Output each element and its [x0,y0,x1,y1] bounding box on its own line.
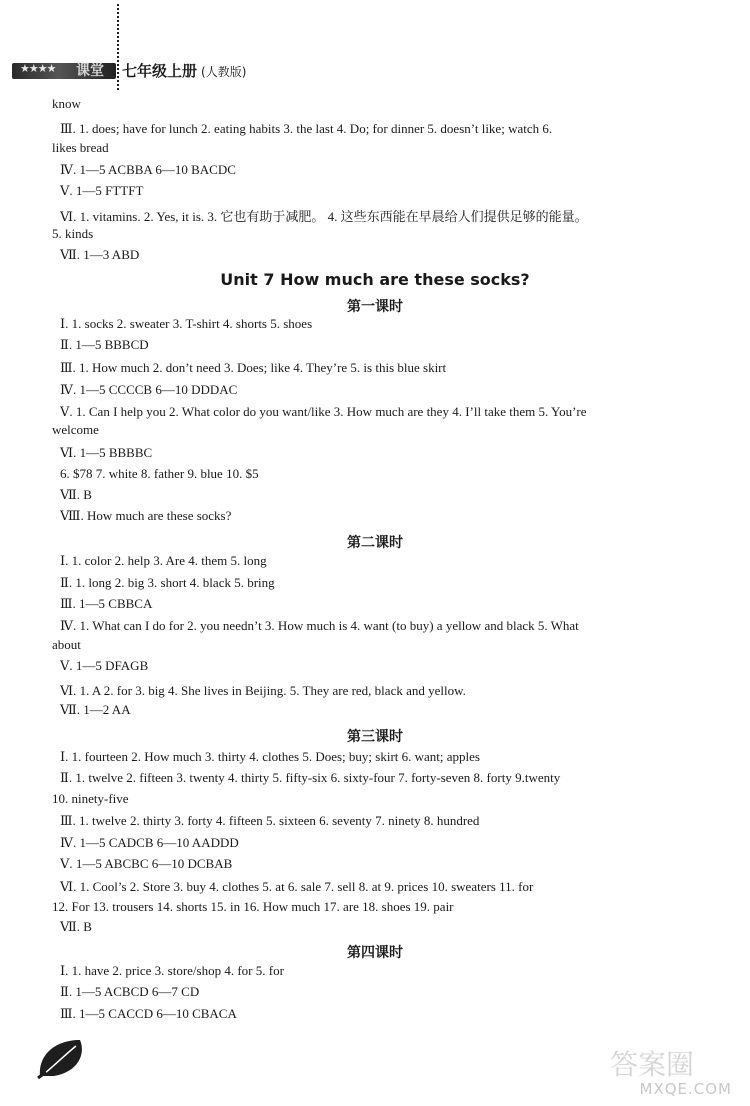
book-grade: 七年级上册 [122,62,198,80]
unit-title: Unit 7 How much are these socks? [220,270,530,289]
lesson-heading: 第一课时 [347,299,403,315]
answer-line: likes bread [52,140,109,155]
answer-line: 10. ninety-five [52,791,129,806]
answer-line: Ⅲ. 1. does; have for lunch 2. eating habits 3. the last 4. Do; for dinner 5. doesn’t like; watch 6. [60,121,553,136]
header-dotted-divider [117,4,119,90]
answer-line: Ⅱ. 1. long 2. big 3. short 4. black 5. bring [60,575,275,590]
answer-line: welcome [52,422,99,437]
answer-line: Ⅴ. 1—5 ABCBC 6—10 DCBAB [60,856,233,871]
lesson-heading: 第二课时 [347,535,403,551]
answer-line: Ⅶ. B [60,487,92,502]
answer-line: Ⅰ. 1. color 2. help 3. Are 4. them 5. long [60,553,267,568]
answer-line: Ⅴ. 1—5 FTTFT [60,183,144,198]
answer-line: Ⅶ. B [60,919,92,934]
answer-line: Ⅶ. 1—3 ABD [60,247,140,262]
answer-line: know [52,96,81,111]
answer-line: Ⅰ. 1. socks 2. sweater 3. T-shirt 4. shorts 5. shoes [60,316,313,331]
header-brand: 课堂 [76,63,104,79]
answer-line: 6. $78 7. white 8. father 9. blue 10. $5 [60,466,259,481]
answer-line: Ⅲ. 1—5 CBBCA [60,596,153,611]
answer-line: Ⅵ. 1. A 2. for 3. big 4. She lives in Beijing. 5. They are red, black and yellow. [60,683,466,698]
book-title [122,60,246,81]
answer-line: Ⅵ. 1—5 BBBBC [60,445,153,460]
leaf-icon [36,1036,92,1080]
answer-line: 12. For 13. trousers 14. shorts 15. in 16. How much 17. are 18. shoes 19. pair [52,899,454,914]
answer-line: Ⅴ. 1—5 DFAGB [60,658,149,673]
answer-line: Ⅶ. 1—2 AA [60,702,131,717]
answer-line: Ⅳ. 1—5 CADCB 6—10 AADDD [60,835,239,850]
answer-line: about [52,637,81,652]
lesson-heading: 第四课时 [347,945,403,961]
answer-line: Ⅳ. 1. What can I do for 2. you needn’t 3. How much is 4. want (to buy) a yellow and black 5. What [60,618,579,633]
answer-line: Ⅵ. 1. Cool’s 2. Store 3. buy 4. clothes 5. at 6. sale 7. sell 8. at 9. prices 10. sweaters 11. for [60,879,534,894]
watermark-chars: 答案圈 [610,1048,695,1081]
answer-line: Ⅰ. 1. fourteen 2. How much 3. thirty 4. clothes 5. Does; buy; skirt 6. want; apples [60,749,480,764]
answer-line: Ⅱ. 1. twelve 2. fifteen 3. twenty 4. thirty 5. fifty-six 6. sixty-four 7. forty-seven 8. forty 9.twenty [60,770,561,785]
answer-line: Ⅳ. 1—5 CCCCB 6—10 DDDAC [60,382,238,397]
answer-line: Ⅲ. 1. How much 2. don’t need 3. Does; like 4. They’re 5. is this blue skirt [60,360,447,375]
header-stars: ★★★★ [20,62,56,75]
answer-line: Ⅴ. 1. Can I help you 2. What color do you want/like 3. How much are they 4. I’ll take them 5. You’re [60,404,587,419]
answer-line: Ⅰ. 1. have 2. price 3. store/shop 4. for 5. for [60,963,284,978]
answer-line: Ⅵ. 1. vitamins. 2. Yes, it is. 3. 它也有助于减肥。 4. 这些东西能在早晨给人们提供足够的能量。 [60,209,588,224]
answer-line: Ⅱ. 1—5 BBBCD [60,337,149,352]
watermark-url: MXQE.COM [639,1080,732,1098]
book-edition: (人教版) [201,65,247,79]
lesson-heading: 第三课时 [347,729,403,745]
answer-line: Ⅱ. 1—5 ACBCD 6—7 CD [60,984,200,999]
answer-line: 5. kinds [52,226,94,241]
answer-line: Ⅷ. How much are these socks? [60,508,232,523]
answer-line: Ⅲ. 1—5 CACCD 6—10 CBACA [60,1006,237,1021]
answer-line: Ⅳ. 1—5 ACBBA 6—10 BACDC [60,162,236,177]
answer-line: Ⅲ. 1. twelve 2. thirty 3. forty 4. fifteen 5. sixteen 6. seventy 7. ninety 8. hundred [60,813,480,828]
